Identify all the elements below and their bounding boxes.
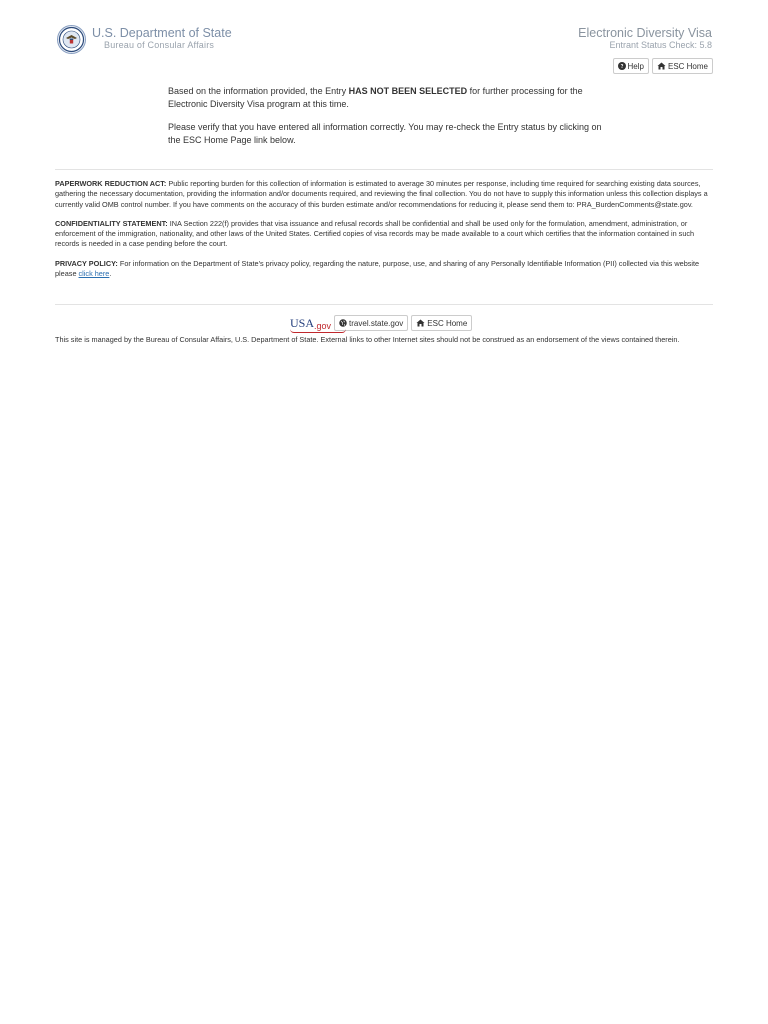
privacy-notice: [55, 259, 713, 280]
divider: [55, 304, 713, 305]
department-seal-icon: [57, 25, 86, 54]
usagov-logo-main: USA: [290, 316, 315, 330]
home-icon: [657, 62, 666, 70]
privacy-heading: PRIVACY POLICY:: [55, 258, 118, 268]
status-result-prefix: Based on the information provided, the Entry: [168, 86, 349, 96]
footer-links: [290, 313, 472, 333]
globe-icon: [339, 319, 347, 327]
privacy-trailing-text: .: [109, 269, 112, 279]
usagov-logo-suffix: .gov: [314, 321, 332, 331]
top-button-group: [613, 58, 713, 74]
question-circle-icon: [618, 62, 626, 70]
paperwork-text: Public reporting burden for this collection of information is estimated to average 30 minutes per response, including time required for searching existing data sources, gathering the necessary documentation, providing the information and/or documents required, and reviewing the final collection. You do not have to supply this information unless this collection displays a currently valid OMB control number. If you have comments on the accuracy of this burden estimate and/or recommendations for reducing it, please send them to: PRA_BurdenComments@state.gov.: [55, 179, 708, 209]
legal-notices: [55, 179, 713, 288]
usagov-logo-link[interactable]: [290, 313, 331, 333]
help-button-label: Help: [627, 61, 644, 71]
footer-esc-home-label: ESC Home: [427, 318, 468, 328]
status-message: [168, 85, 608, 157]
esc-home-button-label: ESC Home: [667, 61, 708, 71]
privacy-policy-link[interactable]: click here: [78, 269, 110, 279]
confidentiality-text: INA Section 222(f) provides that visa issuance and refusal records shall be confidential and shall be used only for the formulation, amendment, administration, or enforcement of the immigration, nationality, and other laws of the United States. Certified copies of visa records may be made available to a court which certifies that the information contained in such records is needed in a case pending before the court.: [55, 218, 695, 249]
status-instructions-text: Please verify that you have entered all information correctly. You may re-check the Entry status by clicking on the ESC Home Page link below.: [168, 122, 602, 145]
divider: [55, 169, 713, 170]
usagov-swoosh: [290, 329, 346, 333]
travel-state-gov-label: travel.state.gov: [349, 318, 404, 328]
status-result-emphasis: HAS NOT BEEN SELECTED: [348, 86, 468, 96]
paperwork-heading: PAPERWORK REDUCTION ACT:: [55, 179, 167, 188]
app-title: Electronic Diversity Visa: [578, 26, 712, 40]
help-button[interactable]: [613, 58, 649, 74]
bureau-name: Bureau of Consular Affairs: [104, 40, 215, 50]
status-result-suffix: for further processing for the Electronic Diversity Visa program at this time.: [168, 86, 583, 109]
app-version: Entrant Status Check: 5.8: [609, 40, 712, 50]
esc-home-button[interactable]: [652, 58, 713, 74]
paperwork-reduction-notice: [55, 179, 713, 210]
status-result-text: [168, 85, 608, 111]
department-name: U.S. Department of State: [92, 26, 232, 40]
confidentiality-notice: [55, 219, 713, 250]
home-icon: [416, 319, 425, 327]
privacy-text: For information on the Department of State's privacy policy, regarding the nature, purpose, use, and sharing of any Personally Identifiable Information (PII) collected via this website please: [55, 258, 700, 279]
footer-disclaimer: This site is managed by the Bureau of Consular Affairs, U.S. Department of State. External links to other Internet sites should not be construed as an endorsement of the views contained therein.: [55, 335, 680, 344]
confidentiality-heading: CONFIDENTIALITY STATEMENT:: [55, 218, 168, 228]
footer-esc-home-button[interactable]: [411, 315, 472, 331]
